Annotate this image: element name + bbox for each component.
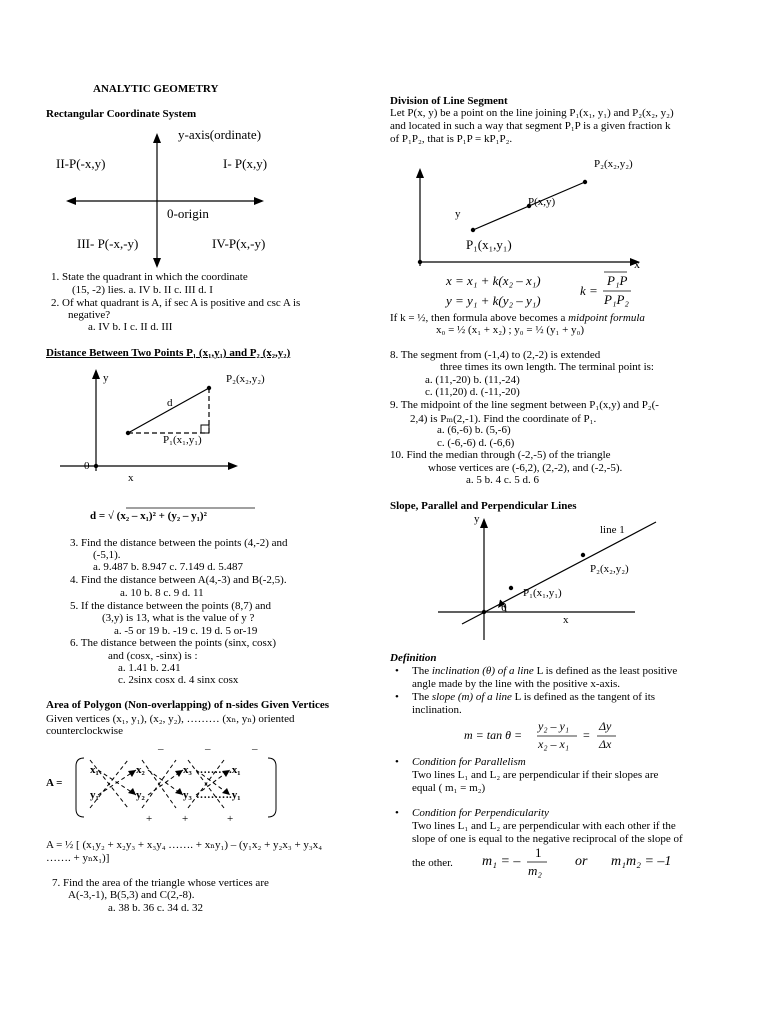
plus-sign-3: + [227, 813, 234, 825]
k-denominator: P₁P₂ [604, 292, 629, 307]
quadrant-1-label: I- P(x,y) [223, 156, 268, 171]
question-2-choices: a. IV b. I c. II d. III [88, 321, 173, 333]
area-given-cont: counterclockwise [46, 725, 123, 737]
division-eq-x: x = x₁ + k(x₂ – x₁) [446, 273, 541, 288]
division-x-label: x [634, 257, 640, 271]
question-5: 5. If the distance between the points (8,7) and [70, 600, 271, 612]
division-y-label: y [455, 208, 461, 220]
matrix-xdots: ……….x₁ [196, 764, 241, 776]
plus-sign-1: + [146, 813, 153, 825]
area-formula-line1: A = ½ [ (x₁y₂ + x₂y₃ + x₃y₄ ……. + xₙy₁) – (y₁x₂ + y₂x₃ + y₃x₄ [46, 839, 323, 851]
matrix-ydots: ……….y₁ [196, 789, 241, 801]
question-8-choices-a: a. (11,-20) b. (11,-24) [425, 374, 520, 386]
quadrant-2-label: II-P(-x,y) [56, 156, 106, 171]
division-text-2: and located in such a way that segment P₁P is a given fraction k [390, 120, 671, 132]
plus-sign-2: + [182, 813, 189, 825]
question-9-choices-c: c. (-6,-6) d. (-6,6) [437, 437, 515, 449]
parallel-title: Condition for Parallelism [412, 756, 526, 768]
question-6: 6. The distance between the points (sinx, cosx) [70, 637, 276, 649]
parallel-text-cont: equal ( m₁ = m₂) [412, 782, 486, 794]
slope-formula-lhs: m = tan θ = [464, 728, 523, 742]
area-given: Given vertices (x₁, y₁), (x₂, y₂), ……… (xₙ, yₙ) oriented [46, 713, 295, 725]
question-9-choices-a: a. (6,-6) b. (5,-6) [437, 424, 511, 436]
definition-title: Definition [390, 652, 437, 664]
area-heading: Area of Polygon (Non-overlapping) of n-sides Given Vertices [46, 699, 330, 711]
distance-formula: d = √ (x₂ – x₁)² + (y₂ – y₁)² [90, 510, 207, 522]
slope-y-label: y [474, 513, 480, 525]
perpendicular-title: Condition for Perpendicularity [412, 807, 549, 819]
perpendicular-text-1: Two lines L₁ and L₂ are perpendicular with each other if the [412, 820, 676, 832]
perp-formula-m2: m₂ [528, 863, 542, 878]
slope-x-label: x [563, 614, 569, 626]
question-5-choices: a. -5 or 19 b. -19 c. 19 d. 5 or-19 [114, 625, 258, 637]
question-10: 10. Find the median through (-2,-5) of the triangle [390, 449, 611, 461]
question-3-cont: (-5,1). [93, 549, 121, 561]
definition-inclination: The inclination (θ) of a line L is defined as the least positive [412, 665, 678, 677]
question-2-cont: negative? [68, 309, 111, 321]
question-6-choices-c: c. 2sinx cosx d. 4 sinx cosx [118, 674, 239, 686]
question-3: 3. Find the distance between the points (4,-2) and [70, 537, 288, 549]
definition-inclination-cont: angle made by the line with the positive x-axis. [412, 678, 621, 690]
matrix-y3: y₃ [183, 789, 192, 801]
definition-slope-cont: inclination. [412, 704, 462, 716]
dist-p1-label: P₁(x₁,y₁) [163, 434, 202, 446]
division-text-1: Let P(x, y) be a point on the line joining P₁(x₁, y₁) and P₂(x₂, y₂) [390, 107, 674, 119]
dist-p2-label: P₂(x₂,y₂) [226, 373, 265, 385]
rect-heading: Rectangular Coordinate System [46, 108, 197, 120]
slope-p2-label: P₂(x₂,y₂) [590, 563, 629, 575]
question-6-cont: and (cosx, -sinx) is : [108, 650, 198, 662]
minus-sign-3: – [252, 743, 258, 755]
dist-d-label: d [167, 397, 173, 409]
division-text-3: of P₁P₂, that is P₁P = kP₁P₂. [390, 133, 513, 145]
matrix-x1: x₁ [90, 764, 99, 776]
perp-formula-product: m₁m₂ = –1 [611, 854, 672, 869]
slope-equals: = [583, 728, 590, 742]
slope-p1-label: P₁(x₁,y₁) [523, 587, 562, 599]
slope-frac-num: y₂ – y₁ [538, 719, 569, 733]
question-7: 7. Find the area of the triangle whose vertices are [52, 877, 269, 889]
area-formula-line2: ……. + yₙx₁)] [46, 852, 110, 864]
question-7-cont: A(-3,-1), B(5,3) and C(2,-8). [68, 889, 195, 901]
bullet-3: • [395, 756, 399, 768]
perpendicular-text-3: the other. [412, 857, 453, 869]
k-equals: k = [580, 283, 598, 298]
perpendicular-text-2: slope of one is equal to the negative reciprocal of the slope of [412, 833, 683, 845]
dist-origin-label: 0 [84, 460, 90, 472]
division-eq-y: y = y₁ + k(y₂ – y₁) [446, 293, 541, 308]
page-title: ANALYTIC GEOMETRY [93, 83, 219, 95]
bullet-4: • [395, 807, 399, 819]
slope-frac-den: x₂ – x₁ [538, 737, 569, 751]
question-2: 2. Of what quadrant is A, if sec A is positive and csc A is [51, 297, 301, 309]
division-p1-label: P₁(x₁,y₁) [466, 237, 512, 252]
question-10-cont: whose vertices are (-6,2), (2,-2), and (-2,-5). [428, 462, 623, 474]
slope-heading: Slope, Parallel and Perpendicular Lines [390, 500, 577, 512]
bullet-2: • [395, 691, 399, 703]
perp-formula-or: or [575, 854, 588, 869]
y-axis-label: y-axis(ordinate) [178, 127, 262, 142]
matrix-x3: x₃ [183, 764, 192, 776]
parallel-text: Two lines L₁ and L₂ are perpendicular if their slopes are [412, 769, 659, 781]
perp-formula-m1: m₁ = – [482, 854, 521, 869]
quadrant-4-label: IV-P(x,-y) [212, 236, 266, 251]
area-A-label: A = [46, 777, 63, 789]
question-9-cont: 2,4) is Pₘ(2,-1). Find the coordinate of P₁. [410, 413, 597, 425]
dist-y-label: y [103, 372, 109, 384]
k-numerator: P₁P [607, 273, 628, 288]
minus-sign-1: – [158, 743, 164, 755]
question-1-choices: (15, -2) lies. a. IV b. II c. III d. I [72, 284, 213, 296]
midpoint-formula: x₀ = ½ (x₁ + x₂) ; y₀ = ½ (y₁ + y₀) [436, 324, 585, 336]
question-6-choices-a: a. 1.41 b. 2.41 [118, 662, 181, 674]
question-8: 8. The segment from (-1,4) to (2,-2) is extended [390, 349, 601, 361]
question-1: 1. State the quadrant in which the coordinate [51, 271, 248, 283]
quadrant-3-label: III- P(-x,-y) [77, 236, 139, 251]
distance-heading: Distance Between Two Points P₁ (x₁,y₁) and P₂ (x₂,y₂) [46, 347, 291, 359]
question-5-cont: (3,y) is 13, what is the value of y ? [102, 612, 255, 624]
delta-x: Δx [599, 737, 612, 751]
division-p-label: P(x,y) [528, 196, 556, 208]
question-9: 9. The midpoint of the line segment between P₁(x,y) and P₂(- [390, 399, 659, 411]
origin-label: 0-origin [167, 206, 209, 221]
question-4: 4. Find the distance between A(4,-3) and B(-2,5). [70, 574, 287, 586]
question-8-cont: three times its own length. The terminal point is: [440, 361, 654, 373]
slope-line1-label: line 1 [600, 524, 625, 536]
matrix-y2: y₂ [136, 789, 145, 801]
division-p2-label: P₂(x₂,y₂) [594, 158, 633, 170]
minus-sign-2: – [205, 743, 211, 755]
question-7-choices: a. 38 b. 36 c. 34 d. 32 [108, 902, 204, 914]
matrix-y1: y₁ [90, 789, 99, 801]
question-10-choices: a. 5 b. 4 c. 5 d. 6 [466, 474, 540, 486]
question-3-choices: a. 9.487 b. 8.947 c. 7.149 d. 5.487 [93, 561, 244, 573]
definition-slope: The slope (m) of a line L is defined as the tangent of its [412, 691, 656, 703]
matrix-x2: x₂ [136, 764, 145, 776]
dist-x-label: x [128, 472, 134, 484]
midpoint-term: midpoint formula [568, 312, 645, 324]
bullet-1: • [395, 665, 399, 677]
midpoint-text: If k = ½, then formula above becomes a midpoint formula [390, 312, 645, 324]
perp-formula-one: 1 [535, 845, 542, 860]
slope-theta-label: θ [501, 600, 507, 614]
delta-y: Δy [599, 719, 612, 733]
question-4-choices: a. 10 b. 8 c. 9 d. 11 [120, 587, 204, 599]
division-heading: Division of Line Segment [390, 95, 508, 107]
question-8-choices-c: c. (11,20) d. (-11,-20) [425, 386, 520, 398]
